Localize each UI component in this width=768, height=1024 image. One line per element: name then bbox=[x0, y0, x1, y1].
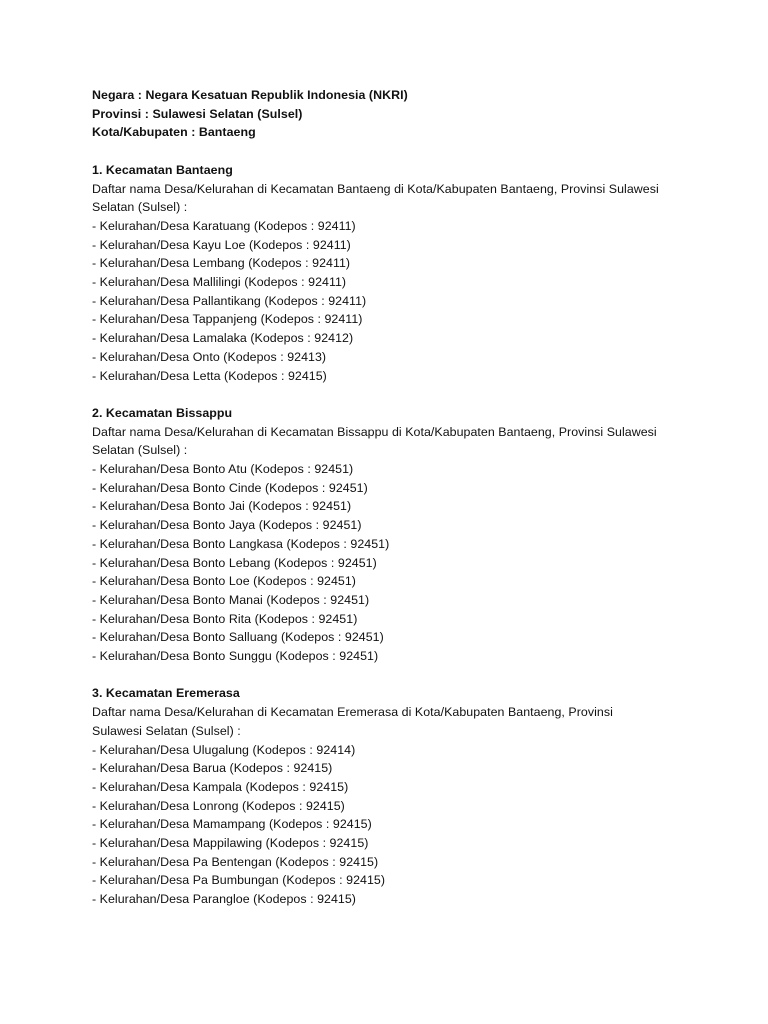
list-item: - Kelurahan/Desa Bonto Atu (Kodepos : 92451) bbox=[92, 462, 354, 477]
list-item: - Kelurahan/Desa Bonto Loe (Kodepos : 92451) bbox=[92, 574, 356, 589]
list-item: - Kelurahan/Desa Bonto Salluang (Kodepos : 92451) bbox=[92, 630, 384, 645]
list-item: - Kelurahan/Desa Mallilingi (Kodepos : 92411) bbox=[92, 275, 347, 290]
list-item: - Kelurahan/Desa Mamampang (Kodepos : 92415) bbox=[92, 817, 372, 832]
list-item: - Kelurahan/Desa Bonto Langkasa (Kodepos : 92451) bbox=[92, 536, 390, 551]
spacer bbox=[92, 666, 692, 685]
list-item: - Kelurahan/Desa Bonto Cinde (Kodepos : 92451) bbox=[92, 480, 368, 495]
list-item: - Kelurahan/Desa Karatuang (Kodepos : 92411) bbox=[92, 218, 356, 233]
list-item: - Kelurahan/Desa Barua (Kodepos : 92415) bbox=[92, 761, 333, 776]
list-item: - Kelurahan/Desa Tappanjeng (Kodepos : 92411) bbox=[92, 312, 363, 327]
list-item: - Kelurahan/Desa Kayu Loe (Kodepos : 92411) bbox=[92, 237, 351, 252]
section-title: 2. Kecamatan Bissappu bbox=[92, 405, 233, 420]
list-item: - Kelurahan/Desa Bonto Manai (Kodepos : 92451) bbox=[92, 592, 370, 607]
list-item: - Kelurahan/Desa Parangloe (Kodepos : 92415) bbox=[92, 892, 356, 907]
list-item: - Kelurahan/Desa Pa Bumbungan (Kodepos : 92415) bbox=[92, 873, 386, 888]
list-item: - Kelurahan/Desa Bonto Lebang (Kodepos : 92451) bbox=[92, 555, 377, 570]
village-list bbox=[92, 741, 692, 909]
list-item: - Kelurahan/Desa Pallantikang (Kodepos : 92411) bbox=[92, 293, 367, 308]
list-item: - Kelurahan/Desa Pa Bentengan (Kodepos : 92415) bbox=[92, 854, 379, 869]
list-item: - Kelurahan/Desa Bonto Jai (Kodepos : 92451) bbox=[92, 499, 352, 514]
spacer bbox=[92, 385, 692, 404]
section-title: 3. Kecamatan Eremerasa bbox=[92, 686, 240, 701]
list-item: - Kelurahan/Desa Onto (Kodepos : 92413) bbox=[92, 349, 327, 364]
section-kecamatan-bantaeng bbox=[92, 161, 692, 385]
section-description: Daftar nama Desa/Kelurahan di Kecamatan Bissappu di Kota/Kabupaten Bantaeng, Provinsi Sulawesi Selatan (Sulsel) : bbox=[92, 424, 661, 458]
list-item: - Kelurahan/Desa Bonto Sunggu (Kodepos : 92451) bbox=[92, 649, 379, 664]
section-title: 1. Kecamatan Bantaeng bbox=[92, 162, 233, 177]
list-item: - Kelurahan/Desa Lembang (Kodepos : 92411) bbox=[92, 256, 351, 271]
list-item: - Kelurahan/Desa Ulugalung (Kodepos : 92414) bbox=[92, 742, 356, 757]
header-negara: Negara : Negara Kesatuan Republik Indonesia (NKRI) bbox=[92, 88, 408, 102]
list-item: - Kelurahan/Desa Lonrong (Kodepos : 92415) bbox=[92, 798, 345, 813]
spacer bbox=[92, 142, 692, 161]
list-item: - Kelurahan/Desa Kampala (Kodepos : 92415) bbox=[92, 779, 349, 794]
section-kecamatan-bissappu bbox=[92, 404, 692, 666]
list-item: - Kelurahan/Desa Bonto Jaya (Kodepos : 92451) bbox=[92, 518, 362, 533]
village-list bbox=[92, 460, 692, 666]
section-kecamatan-eremerasa bbox=[92, 684, 692, 908]
village-list bbox=[92, 217, 692, 385]
section-description: Daftar nama Desa/Kelurahan di Kecamatan Eremerasa di Kota/Kabupaten Bantaeng, Provinsi Sulawesi Selatan (Sulsel) : bbox=[92, 705, 617, 738]
list-item: - Kelurahan/Desa Bonto Rita (Kodepos : 92451) bbox=[92, 611, 358, 626]
header-provinsi: Provinsi : Sulawesi Selatan (Sulsel) bbox=[92, 106, 303, 121]
document-header bbox=[92, 86, 692, 142]
document-page bbox=[92, 86, 692, 909]
header-kota: Kota/Kabupaten : Bantaeng bbox=[92, 125, 256, 140]
list-item: - Kelurahan/Desa Letta (Kodepos : 92415) bbox=[92, 368, 327, 383]
section-description: Daftar nama Desa/Kelurahan di Kecamatan Bantaeng di Kota/Kabupaten Bantaeng, Provinsi Sulawesi Selatan (Sulsel) : bbox=[92, 181, 663, 215]
list-item: - Kelurahan/Desa Mappilawing (Kodepos : 92415) bbox=[92, 836, 369, 851]
list-item: - Kelurahan/Desa Lamalaka (Kodepos : 92412) bbox=[92, 331, 354, 346]
